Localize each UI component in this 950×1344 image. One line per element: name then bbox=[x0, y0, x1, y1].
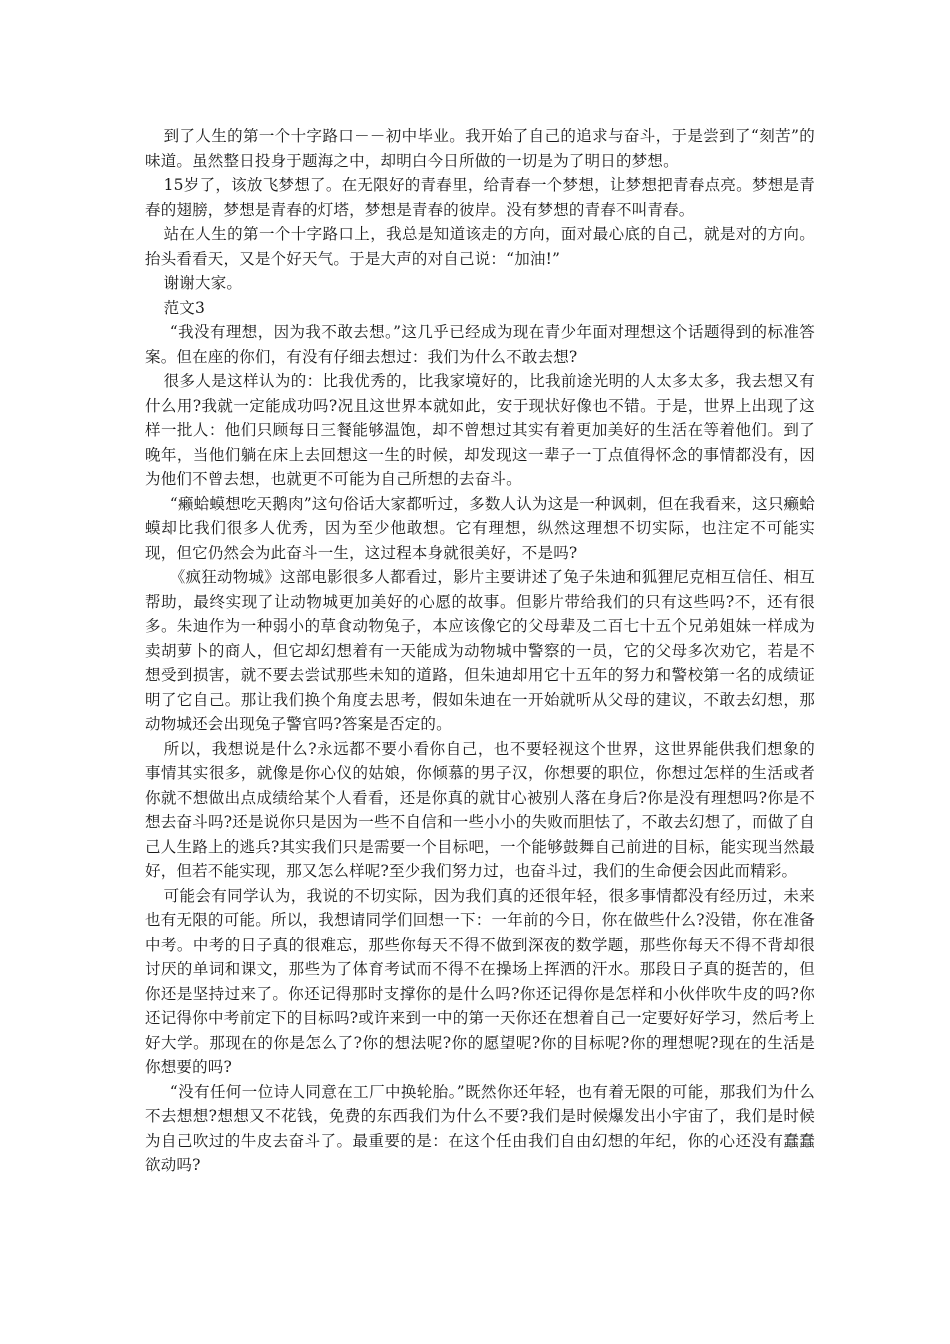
paragraph-crossroads: 站在人生的第一个十字路口上，我总是知道该走的方向，面对最心底的自己，就是对的方向。抬头看看天，又是个好天气。于是大声的对自己说：“加油!” bbox=[145, 225, 815, 268]
paragraph-why-dare-not: 很多人是这样认为的：比我优秀的，比我家境好的，比我前途光明的人太多太多，我去想又有什么用?我就一定能成功吗?况且这世界本就如此，安于现状好像也不错。于是，世界上出现了这样一批人：他们只顾每日三餐能够温饱，却不曾想过其实有着更加美好的生活在等着他们。到了晚年，当他们躺在床上去回想这一生的时候，却发现这一辈子一丁点值得怀念的事情都没有，因为他们不曾去想，也就更不可能为自己所想的去奋斗。 bbox=[145, 372, 815, 488]
paragraph-closing: “没有任何一位诗人同意在工厂中换轮胎。”既然你还年轻，也有着无限的可能，那我们为什么不去想想?想想又不花钱，免费的东西我们为什么不要?我们是时候爆发出小宇宙了，我们是时候为自己吹过的牛皮去奋斗了。最重要的是：在这个任由我们自由幻想的年纪，你的心还没有蠢蠢欲动吗? bbox=[145, 1082, 815, 1174]
section-heading: 范文3 bbox=[163, 298, 206, 317]
document-page bbox=[145, 124, 815, 1178]
paragraph-thanks: 谢谢大家。 bbox=[163, 274, 243, 292]
paragraph-graduation: 到了人生的第一个十字路口－－初中毕业。我开始了自己的追求与奋斗，于是尝到了“刻苦”的味道。虽然整日投身于题海之中，却明白今日所做的一切是为了明日的梦想。 bbox=[145, 127, 815, 170]
paragraph-memories: 可能会有同学认为，我说的不切实际，因为我们真的还很年轻，很多事情都没有经历过，未来也有无限的可能。所以，我想请同学们回想一下：一年前的今日，你在做些什么?没错，你在准备中考。中考的日子真的很难忘，那些你每天不得不做到深夜的数学题，那些你每天不得不背却很讨厌的单词和课文，那些为了体育考试而不得不在操场上挥洒的汗水。那段日子真的挺苦的，但你还是坚持过来了。你还记得那时支撑你的是什么吗?你还记得你是怎样和小伙伴吹牛皮的吗?你还记得你中考前定下的目标吗?或许来到一中的第一天你还在想着自己一定要好好学习，然后考上好大学。那现在的你是怎么了?你的想法呢?你的愿望呢?你的目标呢?你的理想呢?现在的生活是你想要的吗? bbox=[145, 886, 815, 1076]
paragraph-so-what: 所以，我想说是什么?永远都不要小看你自己，也不要轻视这个世界，这世界能供我们想象的事情其实很多，就像是你心仪的姑娘，你倾慕的男子汉，你想要的职位，你想过怎样的生活或者你就不想做出点成绩给某个人看看，还是你真的就甘心被别人落在身后?你是没有理想吗?你是不想去奋斗吗?还是说你只是因为一些不自信和一些小小的失败而胆怯了，不敢去幻想了，而做了自己人生路上的逃兵?其实我们只是需要一个目标吧，一个能够鼓舞自己前进的目标，能实现当然最好，但若不能实现，那又怎么样呢?至少我们努力过，也奋斗过，我们的生命便会因此而精彩。 bbox=[145, 739, 815, 880]
paragraph-dream-at-15: 15岁了，该放飞梦想了。在无限好的青春里，给青春一个梦想，让梦想把青春点亮。梦想是青春的翅膀，梦想是青春的灯塔，梦想是青春的彼岸。没有梦想的青春不叫青春。 bbox=[145, 176, 815, 219]
paragraph-zootopia: 《疯狂动物城》这部电影很多人都看过，影片主要讲述了兔子朱迪和狐狸尼克相互信任、相互帮助，最终实现了让动物城更加美好的心愿的故事。但影片带给我们的只有这些吗?不，还有很多。朱迪作为一种弱小的草食动物兔子，本应该像它的父母辈及二百七十五个兄弟姐妹一样成为卖胡萝卜的商人，但它却幻想着有一天能成为动物城中警察的一员，它的父母多次劝它，若是不想受到损害，就不要去尝试那些未知的道路，但朱迪却用它十五年的努力和警校第一名的成绩证明了它自己。那让我们换个角度去思考，假如朱迪在一开始就听从父母的建议，不敢去幻想，那动物城还会出现兔子警官吗?答案是否定的。 bbox=[145, 568, 815, 733]
paragraph-toad-swan: “癞蛤蟆想吃天鹅肉”这句俗话大家都听过，多数人认为这是一种讽刺，但在我看来，这只癞蛤蟆却比我们很多人优秀，因为至少他敢想。它有理想，纵然这理想不切实际，也注定不可能实现，但它仍然会为此奋斗一生，这过程本身就很美好，不是吗? bbox=[145, 494, 815, 562]
paragraph-no-ideals: “我没有理想，因为我不敢去想。”这几乎已经成为现在青少年面对理想这个话题得到的标准答案。但在座的你们，有没有仔细去想过：我们为什么不敢去想? bbox=[145, 323, 815, 366]
